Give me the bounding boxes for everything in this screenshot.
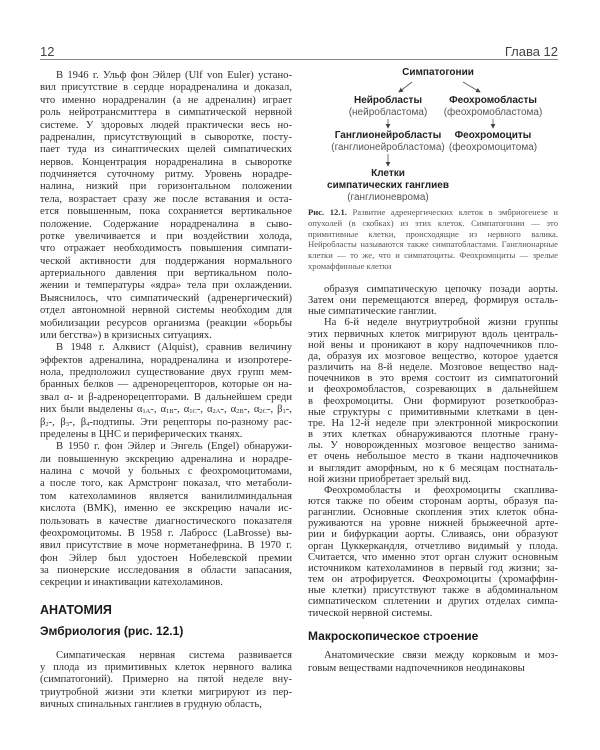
text-line: В 1948 г. Алквист (Alquist), сравнив величину [56,342,292,354]
text-line: вил присутствие в сердце норадреналина и доказал, [40,82,292,94]
text-line: Затем они перемещаются вперед, формируя осталь- [308,295,558,307]
arrow-to-neuroblasts [399,82,412,92]
text-line: различить на 8-й неделе. Мозговое вещество над- [308,362,558,374]
text-line: секреции и инактивации катехоламинов. [40,577,223,589]
text-line: лы. У новорожденных мозговое вещество занима- [308,440,558,452]
text-line: радреналин, присутствующий в сыворотке, посту- [40,131,292,143]
text-line: пользовать в качестве диагностического показателя [40,515,292,527]
left-column-text [40,70,292,590]
subsection-heading-macro: Макроскопическое строение [308,629,479,643]
text-line: На 6-й неделе внутриутробной жизни группы [324,317,558,329]
text-line: тической нервной системы. [308,607,433,619]
text-line: положение. Содержание норадреналина в сыво- [40,218,292,230]
node-ganglioneuroblasts: Ганглионейробласты [334,130,442,141]
text-line: ются также по обеим сторонам аорты, образуя па- [308,495,558,507]
right-column-text [308,284,558,619]
text-line: системе. У здоровых людей практически весь но- [40,119,292,131]
text-line: бранных белков — адренорецепторов, которые он на- [40,379,292,391]
header-rule [40,59,558,60]
subsection-heading: Эмбриология (рис. 12.1) [40,624,184,638]
text-line: рии и бифуркации аорты. Сливаясь, они образуют [308,529,558,541]
arrow-to-pheochromoblasts [463,82,480,92]
chapter-title: Глава 12 [504,44,558,59]
caption-text: Развитие адренергических клеток в эмбриогенезе и опухолей (в скобках) из этих клеток. Симпатогонии — это примитивные клетки, происходящие из нервного валика. Нейробласты называются также симпатобластами. Ганглионарные клетки — то же, что и симпатоциты. Феохромоциты — зрелые хромаффинные клетки [308,207,559,271]
node-sympathogonia: Симпатогонии [402,67,474,78]
page-number: 12 [40,44,55,59]
text-line: $\beta_2-$, $\beta_3-$, $\beta_4$-подтипы. Эти рецепторы по-разному рас- [40,416,293,428]
text-line: образуя симпатическую цепочку позади аорты. [324,284,558,295]
text-line: источником катехоламинов в первый год жизни; за- [308,562,558,574]
text-line: за пионерские исследования в области запасания, [40,565,292,576]
node-pheochromoblasts: Феохромобласты [449,95,537,106]
text-line: симпатическом сплетении и других отделах симпа- [308,596,558,608]
text-line: триутробной жизни эти клетки мигрируют из пер- [40,686,292,698]
text-line: артериального давления при вертикальном поло- [40,268,292,279]
text-line: налина, низкий при горизонтальном положении [40,181,292,193]
text-line: или бегства») в кризисных ситуациях. [40,329,212,341]
text-line: ные симпатические ганглии. [308,306,437,318]
text-line: В 1950 г. фон Эйлер и Энгель (Engel) обнаружи- [56,441,292,453]
text-line: Выяснилось, что симпатический (адренергический) [40,292,292,304]
text-line: ет очень небольшое место в ткани надпочечников [308,451,558,463]
text-line: подчиняется суточному ритму. Уровень норадре- [40,169,292,180]
text-line: нола, предположил существование двух групп мем- [40,367,292,378]
text-line: и феохромобластов, созревающих в дальнейшем [308,384,558,396]
text-line: орган Цуккеркандля, отчетливо видимый у плода. [308,540,558,552]
text-line: феохромоцитомы. В 1958 г. Лабросс (LaBrosse) вы- [40,527,292,539]
text-line: руживаются на уровне нижней брыжеечной арте- [308,518,558,530]
text-line: явил присутствие в моче норметанефрина. В 1970 г. [40,540,292,552]
figure-caption [308,207,558,272]
text-line: пределены в ЦНС и периферических тканях. [40,428,243,440]
text-line: В 1946 г. Ульф фон Эйлер (Ulf von Euler) устано- [56,70,292,81]
text-line: ные клетки) присутствуют также в абдоминальном [308,585,558,597]
text-line: ные структуры с примитивными клетками в цен- [308,406,558,418]
node-pheochromoblastoma: (феохромобластома) [443,107,543,118]
text-line: том катехоламинов является ванилилминдальная [40,490,292,502]
text-line: мобилизации ресурсов организма (реакции «борьбы [40,317,292,329]
text-line: кислота (ВМК), именно ее экскрецию начали ис- [40,503,292,515]
text-line: отдел автономной нервной системы необходим для [40,305,292,317]
right-column-subtext [308,650,558,675]
node-pheochromocytes: Феохромоциты [454,130,532,141]
text-line: Считается, что именно этот орган служит основным [308,551,558,563]
text-line: (симпатогоний). Примерно на пятой неделе вну- [40,674,292,686]
text-line: почечников в это время состоит из симпатогоний [308,373,558,385]
text-line: ной жизни приобретает зрелый вид. [308,473,471,485]
text-line: ческой активности для поддержания нормального [40,255,292,267]
text-line: да, образуя их мозговое вещество, которое удается [308,350,558,362]
text-line: налина с мочой у больных с феохромоцитомами, [40,466,292,477]
text-line: а после того, как Армстронг показал, что метаболи- [40,478,292,490]
text-line: в этих клетках обнаруживаются плотные грану- [308,429,558,441]
text-line: пает туда из синаптических щелей симпатических [40,144,292,156]
text-line: Анатомические связи между корковым и моз- [324,650,558,661]
text-line: тре. На 12-й неделе при электронной микроскопии [308,417,558,429]
text-line: жении и температуры «ядра» тела при охлаждении. [40,280,292,292]
text-line: фон Эйлер был удостоен Нобелевской премии [40,552,292,564]
text-line: у плода из примитивных клеток нервного валика [40,662,292,674]
text-line: раганглии. Основные скопления этих клеток обна- [308,507,558,519]
text-line: Симпатическая нервная система развивается [56,650,292,661]
text-line: ной вены и проникают в кору надпочечников пло- [308,339,558,351]
node-neuroblasts: Нейробласты [354,95,422,106]
text-line: ется повышенным, пока сохраняется вертикальное [40,206,292,218]
text-line: и выглядит аморфным, но к 6 месяцам постнаталь- [308,462,558,474]
caption-label: Рис. 12.1. [308,207,347,217]
node-ganglion-cells-line2: симпатических ганглиев [327,180,449,191]
text-line: ротке увеличивается и при воздействии холода, [40,230,292,242]
node-ganglioneuroma: (ганглионеврома) [347,192,429,203]
node-ganglioneuroblastoma: (ганглионейробластома) [331,142,445,153]
text-line: них были выделены $\alpha_{1A}-$, $\alpha_{1B}-$, $\alpha_{1C}-$, $\alpha_{2A}-$, $\alpha_{2B}-$, $\alpha_{2C}-$, $\beta_1-$, [40,404,292,416]
text-line: вичных спинальных ганглиев в грудную область, [40,698,262,710]
section-heading: АНАТОМИЯ [40,603,112,617]
text-line: нервов. Концентрация норадреналина в сыворотке [40,156,292,168]
text-line: звал α- и β-адренорецепторами. В дальнейшем среди [40,391,292,403]
text-line: эффектов адреналина, норадреналина и изопротере- [40,354,292,366]
left-column-subtext [40,650,292,711]
node-pheochromocytoma: (феохромоцитома) [448,142,538,153]
text-line: роль нейротрансмиттера в симпатической нервной [40,107,292,119]
text-line: Феохромобласты и феохромоциты скаплива- [324,484,558,496]
text-line: тела, возрастает сразу же после вставания и оста- [40,193,292,205]
node-neuroblastoma: (нейробластома) [348,107,428,118]
text-line: этих первичных клеток мигрируют вдоль централь- [308,328,558,340]
text-line: говым веществами надпочечников неодинаковы [308,662,525,674]
node-ganglion-cells-line1: Клетки [371,168,405,179]
text-line: что именно норадреналин (а не адреналин) играет [40,94,292,106]
text-line: ли повышенную экскрецию адреналина и норадре- [40,453,292,465]
text-line: тем он атрофируется. Феохромоциты (хромаффин- [308,574,558,586]
text-line: что отражает необходимость повышения симпати- [40,243,292,255]
text-line: в феохромоциты. Они формируют розеткообраз- [308,395,558,407]
